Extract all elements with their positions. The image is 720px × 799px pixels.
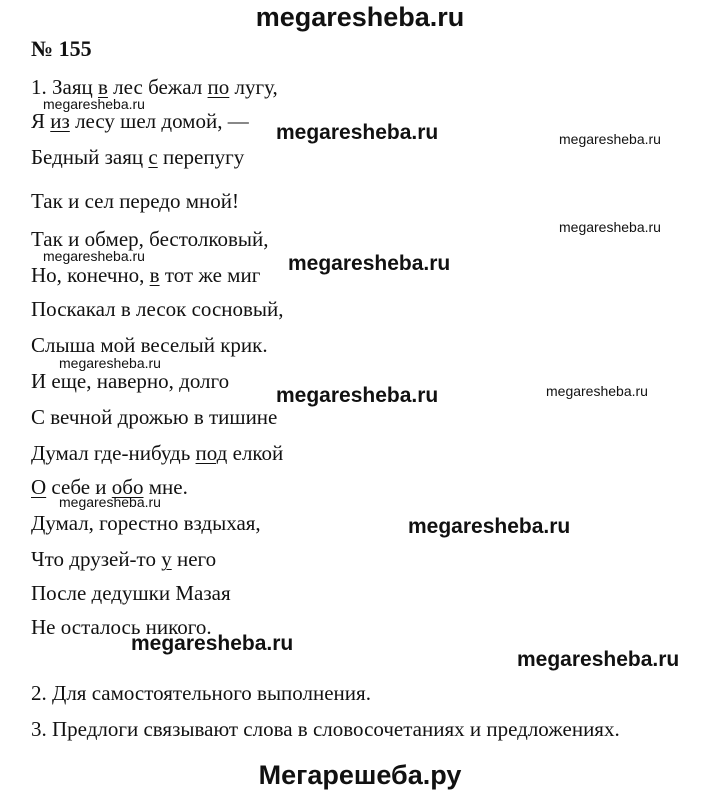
watermark-small: megaresheba.ru [59,355,161,371]
poem-line: Бедный заяц с перепугу [31,145,245,169]
poem-line: И еще, наверно, долго [31,369,230,393]
answer-3: 3. Предлоги связывают слова в словосочетаниях и предложениях. [31,717,620,741]
underlined-preposition: в [149,263,160,287]
poem-line: Но, конечно, в тот же миг [31,263,261,287]
poem-line: Так и сел передо мной! [31,189,239,213]
poem-line: Что друзей-то у него [31,547,217,571]
poem-line: С вечной дрожью в тишине [31,405,278,429]
poem-line: Думал, горестно вздыхая, [31,511,261,535]
poem-line: Так и обмер, бестолковый, [31,227,269,251]
poem-line: Я из лесу шел домой, — [31,109,249,133]
watermark-big: megaresheba.ru [276,384,439,407]
watermark-big: megaresheba.ru [288,252,451,275]
watermark-small: megaresheba.ru [559,219,661,235]
site-footer: Мегарешеба.ру [258,760,462,790]
poem-line: Думал где-нибудь под елкой [31,441,284,465]
poem-line: 1. Заяц в лес бежал по лугу, [31,75,278,99]
watermark-big: megaresheba.ru [517,648,680,671]
watermark-small: megaresheba.ru [43,96,145,112]
task-number: № 155 [31,36,92,61]
watermark-big: megaresheba.ru [408,515,571,538]
watermark-small: megaresheba.ru [559,131,661,147]
watermark-small: megaresheba.ru [43,248,145,264]
underlined-preposition: О [31,475,47,499]
underlined-preposition: в [98,75,108,99]
answer-2: 2. Для самостоятельного выполнения. [31,681,371,705]
underlined-preposition: обо [111,475,144,499]
watermark-big: megaresheba.ru [131,632,294,655]
watermark-big: megaresheba.ru [276,121,439,144]
poem-line: После дедушки Мазая [31,581,231,605]
poem-line: Не осталось никого. [31,615,212,639]
underlined-preposition: по [207,75,230,99]
site-header: megaresheba.ru [255,2,465,32]
poem-line: Поскакал в лесок сосновый, [31,297,284,321]
underlined-preposition: у [161,547,172,571]
underlined-preposition: с [148,145,158,169]
underlined-preposition: из [50,109,70,133]
poem-line: Слыша мой веселый крик. [31,333,268,357]
watermark-small: megaresheba.ru [59,494,161,510]
poem-line: О себе и обо мне. [31,475,188,499]
underlined-preposition: под [195,441,228,465]
watermark-small: megaresheba.ru [546,383,648,399]
